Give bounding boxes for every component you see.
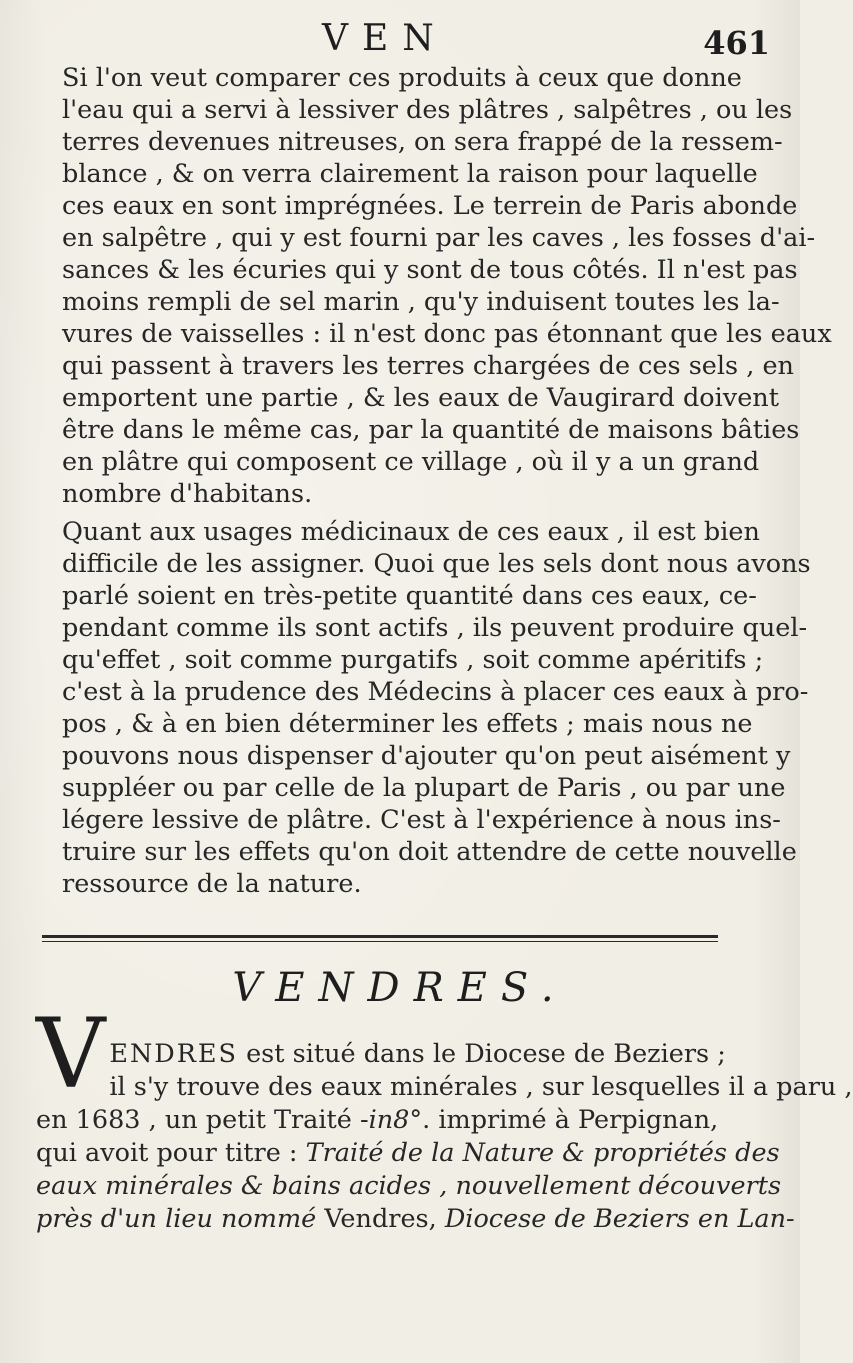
body-text (36, 62, 832, 900)
text-line: légere lessive de plâtre. C'est à l'expérience à nous ins- (62, 805, 781, 835)
section-line (36, 1137, 780, 1170)
running-head (0, 14, 800, 62)
section-first-line-rest: est situé dans le Diocese de Beziers ; (237, 1039, 726, 1069)
text-line: truire sur les effets qu'on doit attendre de cette nouvelle (62, 837, 797, 867)
section-line: il s'y trouve des eaux minérales , sur lesquelles il a paru , (109, 1072, 853, 1102)
text-line: être dans le même cas, par la quantité de maisons bâties (62, 415, 800, 445)
book-title-italic: Diocese de Beziers en Lan- (436, 1204, 795, 1234)
text-line: pos , & à en bien déterminer les effets ; mais nous ne (62, 709, 753, 739)
text-line: difficile de les assigner. Quoi que les sels dont nous avons (62, 549, 811, 579)
text-line: sances & les écuries qui y sont de tous côtés. Il n'est pas (62, 255, 798, 285)
section-title: VENDRES. (232, 965, 568, 1011)
text-line: pouvons nous dispenser d'ajouter qu'on peut aisément y (62, 741, 791, 771)
text-line: pendant comme ils sont actifs , ils peuvent produire quel- (62, 613, 808, 643)
text-line: c'est à la prudence des Médecins à placer ces eaux à pro- (62, 677, 809, 707)
text-line: l'eau qui a servi à lessiver des plâtres , salpêtres , ou les (62, 95, 793, 125)
text-line: vures de vaisselles : il n'est donc pas étonnant que les eaux (62, 319, 832, 349)
place-name: Vendres, (324, 1204, 437, 1234)
book-title-italic: Traité de la Nature & propriétés des (305, 1138, 780, 1168)
text-line: en salpêtre , qui y est fourni par les caves , les fosses d'ai- (62, 223, 816, 253)
section-line (36, 1104, 726, 1137)
text-line: parlé soient en très-petite quantité dans ces eaux, ce- (62, 581, 757, 611)
section-line-text: . imprimé à Perpignan, (422, 1105, 719, 1135)
section-line-text: en 1683 , un petit Traité - (36, 1105, 369, 1135)
drop-cap: V (36, 998, 106, 1110)
text-line: qu'effet , soit comme purgatifs , soit comme apéritifs ; (62, 645, 764, 675)
text-line: ressource de la nature. (62, 869, 362, 899)
running-head-title: VEN (322, 18, 448, 59)
text-line: nombre d'habitans. (62, 479, 313, 509)
text-line: en plâtre qui composent ce village , où il y a un grand (62, 447, 760, 477)
book-format: in8° (368, 1105, 423, 1135)
text-line: emportent une partie , & les eaux de Vaugirard doivent (62, 383, 779, 413)
text-line: ces eaux en sont imprégnées. Le terrein de Paris abonde (62, 191, 798, 221)
section-first-word: ENDRES (109, 1039, 238, 1069)
text-line: moins rempli de sel marin , qu'y induisent toutes les la- (62, 287, 780, 317)
paragraph-1 (36, 62, 832, 510)
book-title-italic: près d'un lieu nommé (36, 1204, 325, 1234)
text-line: qui passent à travers les terres chargées de ces sels , en (62, 351, 794, 381)
section-divider-thin (42, 941, 718, 942)
page-number: 461 (703, 24, 770, 62)
section-body (36, 998, 853, 1236)
text-line: terres devenues nitreuses, on sera frappé de la ressem- (62, 127, 783, 157)
section-line (36, 1203, 795, 1236)
section-divider-thick (42, 935, 718, 938)
section-first-line (36, 1010, 726, 1071)
text-line: Si l'on veut comparer ces produits à ceux que donne (62, 63, 742, 93)
text-line: Quant aux usages médicinaux de ces eaux , il est bien (62, 517, 760, 547)
text-line: blance , & on verra clairement la raison pour laquelle (62, 159, 758, 189)
paragraph-2 (36, 516, 811, 900)
section-line-text: qui avoit pour titre : (36, 1138, 306, 1168)
book-title-italic: eaux minérales & bains acides , nouvellement découverts (36, 1171, 782, 1201)
text-line: suppléer ou par celle de la plupart de Paris , ou par une (62, 773, 786, 803)
